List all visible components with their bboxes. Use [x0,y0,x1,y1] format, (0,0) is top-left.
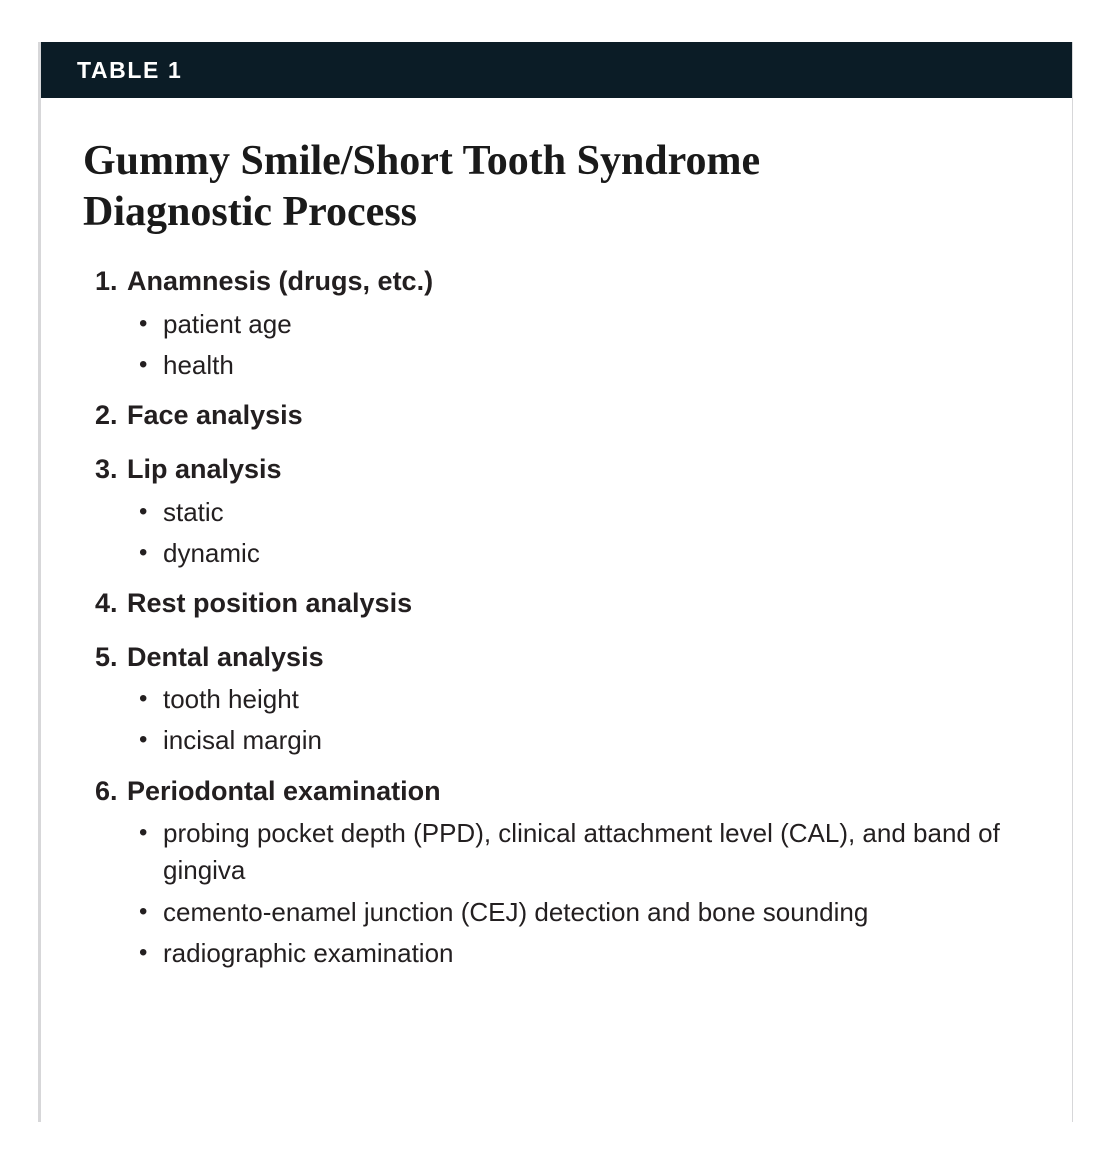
table-header [41,42,1072,98]
sub-item-label: cemento-enamel junction (CEJ) detection and bone sounding [163,896,869,927]
sub-item-label: probing pocket depth (PPD), clinical attachment level (CAL), and band of gingiva [163,818,1000,886]
step-label: Lip analysis [127,454,282,485]
bullet-icon: • [139,938,148,966]
list-item [139,935,1032,972]
step-heading [83,264,1032,300]
sub-item-label: patient age [163,309,292,340]
step-sublist [83,306,1032,384]
list-item [139,347,1032,384]
step-label: Face analysis [127,400,303,431]
list-item [83,452,1032,572]
list-item [83,398,1032,434]
step-label: Periodontal examination [127,775,441,806]
table-card [38,42,1073,1122]
bullet-icon: • [139,685,148,713]
list-item [139,681,1032,718]
step-sublist [83,494,1032,572]
list-item [83,586,1032,622]
step-label: Dental analysis [127,641,324,672]
diagnostic-steps-list [83,264,1032,971]
step-sublist [83,815,1032,972]
step-sublist [83,681,1032,759]
step-heading [83,452,1032,488]
step-heading [83,586,1032,622]
step-label: Anamnesis (drugs, etc.) [127,266,434,297]
list-item [83,774,1032,972]
step-label: Rest position analysis [127,588,413,619]
step-number: 4. [95,588,118,619]
sub-item-label: tooth height [163,684,299,715]
sub-item-label: radiographic examination [163,937,454,968]
step-number: 6. [95,775,118,806]
table-number-label: TABLE 1 [77,56,183,83]
bullet-icon: • [139,310,148,338]
step-heading [83,640,1032,676]
sub-item-label: static [163,496,224,527]
step-number: 2. [95,400,118,431]
step-number: 3. [95,454,118,485]
list-item [139,722,1032,759]
bullet-icon: • [139,538,148,566]
bullet-icon: • [139,351,148,379]
sub-item-label: health [163,350,234,381]
bullet-icon: • [139,897,148,925]
sub-item-label: dynamic [163,537,260,568]
sub-item-label: incisal margin [163,725,322,756]
bullet-icon: • [139,497,148,525]
bullet-icon: • [139,819,148,847]
list-item [83,640,1032,760]
step-number: 1. [95,266,118,297]
step-number: 5. [95,641,118,672]
step-heading [83,774,1032,810]
step-heading [83,398,1032,434]
list-item [139,815,1032,889]
list-item [139,535,1032,572]
table-body [41,98,1072,972]
list-item [139,494,1032,531]
bullet-icon: • [139,726,148,754]
list-item [139,306,1032,343]
list-item [83,264,1032,384]
table-title: Gummy Smile/Short Tooth Syndrome Diagnostic Process [83,138,761,236]
list-item [139,894,1032,931]
